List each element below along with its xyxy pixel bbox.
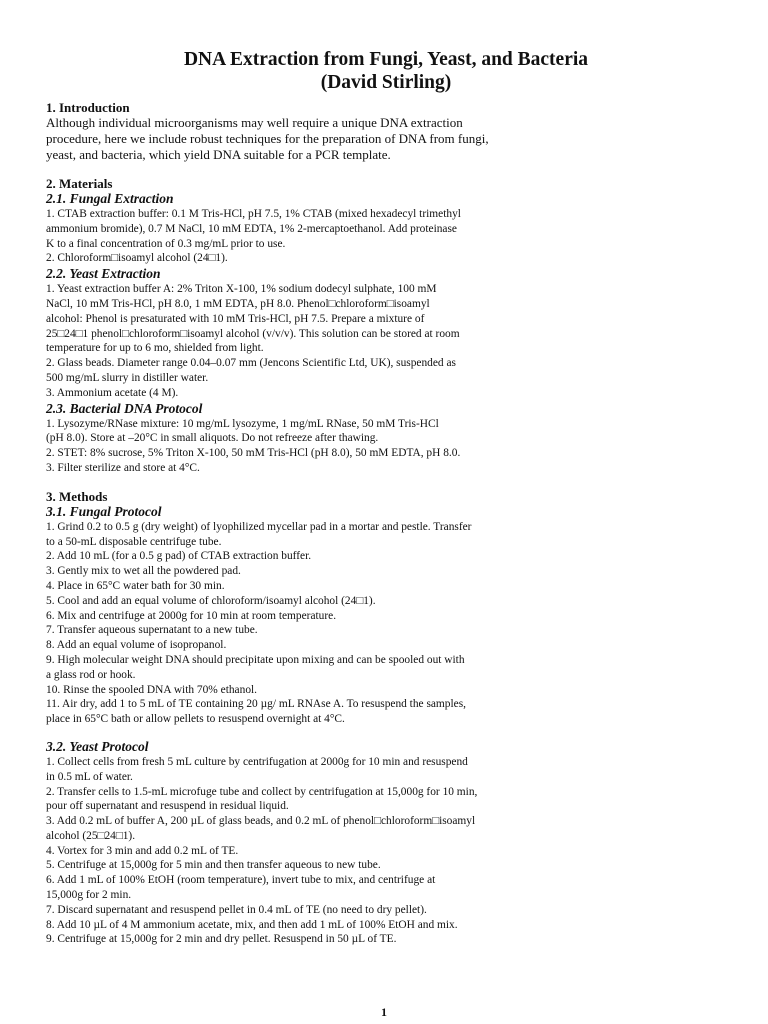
text-line: 7. Discard supernatant and resuspend pellet in 0.4 mL of TE (no need to dry pellet). — [46, 903, 427, 916]
text-line: 25□24□1 phenol□chloroform□isoamyl alcohol (v/v/v). This solution can be stored at room — [46, 327, 460, 340]
text-line: 2. Chloroform□isoamyl alcohol (24□1). — [46, 252, 228, 265]
text-line: in 0.5 mL of water. — [46, 770, 133, 783]
document-page — [46, 48, 726, 947]
text-line: 500 mg/mL slurry in distiller water. — [46, 371, 209, 384]
title-line-1: DNA Extraction from Fungi, Yeast, and Bacteria — [183, 49, 589, 70]
text-line: 5. Centrifuge at 15,000g for 5 min and then transfer aqueous to new tube. — [46, 859, 381, 872]
paragraph-line: yeast, and bacteria, which yield DNA suitable for a PCR template. — [46, 147, 391, 162]
text-line: 6. Mix and centrifuge at 2000g for 10 min at room temperature. — [46, 609, 337, 622]
title-line-2: (David Stirling) — [320, 72, 452, 93]
text-line: K to a final concentration of 0.3 mg/mL prior to use. — [46, 237, 286, 250]
text-line: to a 50-mL disposable centrifuge tube. — [46, 535, 222, 548]
text-line: a glass rod or hook. — [46, 668, 136, 681]
text-line: 3. Filter sterilize and store at 4°C. — [46, 461, 200, 474]
text-line: 2. Glass beads. Diameter range 0.04–0.07 mm (Jencons Scientific Ltd, UK), suspended as — [46, 357, 456, 370]
text-line: 4. Place in 65°C water bath for 30 min. — [46, 579, 225, 592]
text-line: 9. Centrifuge at 15,000g for 2 min and dry pellet. Resuspend in 50 µL of TE. — [46, 933, 397, 946]
text-line: (pH 8.0). Store at –20°C in small aliquots. Do not refreeze after thawing. — [46, 432, 379, 445]
text-line: 1. CTAB extraction buffer: 0.1 M Tris-HCl, pH 7.5, 1% CTAB (mixed hexadecyl trimethyl — [46, 208, 461, 220]
text-line: 7. Transfer aqueous supernatant to a new tube. — [46, 624, 258, 637]
section-heading: 1. Introduction — [46, 100, 130, 115]
text-line: 4. Vortex for 3 min and add 0.2 mL of TE. — [46, 844, 239, 857]
spacer — [46, 163, 726, 176]
text-line: 15,000g for 2 min. — [46, 889, 132, 902]
text-line: 3. Gently mix to wet all the powdered pad. — [46, 565, 241, 578]
subsection-heading: 2.1. Fungal Extraction — [46, 191, 174, 206]
text-line: NaCl, 10 mM Tris-HCl, pH 8.0, 1 mM EDTA, pH 8.0. Phenol□chloroform□isoamyl — [46, 297, 430, 310]
subsection-heading: 3.1. Fungal Protocol — [46, 503, 162, 519]
text-line: 5. Cool and add an equal volume of chloroform/isoamyl alcohol (24□1). — [46, 594, 376, 607]
paragraph-line: procedure, here we include robust techniques for the preparation of DNA from fungi, — [46, 131, 489, 146]
spacer — [46, 476, 726, 489]
section-methods — [46, 489, 726, 948]
text-line: 1. Yeast extraction buffer A: 2% Triton X-100, 1% sodium dodecyl sulphate, 100 mM — [46, 283, 437, 296]
text-line: alcohol: Phenol is presaturated with 10 mM Tris-HCl, pH 7.5. Prepare a mixture of — [46, 312, 425, 325]
subsection-heading: 2.3. Bacterial DNA Protocol — [46, 400, 203, 416]
text-line: 6. Add 1 mL of 100% EtOH (room temperature), invert tube to mix, and centrifuge at — [46, 874, 436, 887]
text-line: 3. Ammonium acetate (4 M). — [46, 386, 179, 399]
text-line: place in 65°C bath or allow pellets to resuspend overnight at 4°C. — [46, 713, 345, 726]
text-line: 2. STET: 8% sucrose, 5% Triton X-100, 50 mM Tris-HCl (pH 8.0), 50 mM EDTA, pH 8.0. — [46, 447, 461, 460]
spacer — [46, 727, 726, 739]
text-line: 1. Grind 0.2 to 0.5 g (dry weight) of lyophilized mycellar pad in a mortar and pestle. Transfer — [46, 520, 472, 533]
text-line: 2. Transfer cells to 1.5-mL microfuge tube and collect by centrifugation at 15,000g for 10 min, — [46, 785, 478, 798]
text-line: 3. Add 0.2 mL of buffer A, 200 µL of glass beads, and 0.2 mL of phenol□chloroform□isoamyl — [46, 815, 476, 828]
text-line: 8. Add an equal volume of isopropanol. — [46, 639, 227, 652]
subsection-heading: 3.2. Yeast Protocol — [46, 738, 149, 754]
text-line: 11. Air dry, add 1 to 5 mL of TE containing 20 µg/ mL RNAse A. To resuspend the samples, — [46, 698, 466, 711]
section-heading: 2. Materials — [46, 176, 113, 191]
paragraph-line: Although individual microorganisms may well require a unique DNA extraction — [46, 115, 463, 130]
section-heading: 3. Methods — [46, 488, 108, 504]
text-line: ammonium bromide), 0.7 M NaCl, 10 mM EDTA, 1% 2-mercaptoethanol. Add proteinase — [46, 222, 457, 235]
text-line: 2. Add 10 mL (for a 0.5 g pad) of CTAB extraction buffer. — [46, 550, 312, 563]
text-line: 1. Lysozyme/RNase mixture: 10 mg/mL lysozyme, 1 mg/mL RNase, 50 mM Tris-HCl — [46, 417, 439, 430]
page-number: 1 — [381, 1005, 387, 1019]
text-line: pour off supernatant and resuspend in residual liquid. — [46, 800, 289, 813]
text-line: 8. Add 10 µL of 4 M ammonium acetate, mix, and then add 1 mL of 100% EtOH and mix. — [46, 918, 458, 931]
text-line: 9. High molecular weight DNA should precipitate upon mixing and can be spooled out with — [46, 653, 465, 666]
text-line: 1. Collect cells from fresh 5 mL culture by centrifugation at 2000g for 10 min and resuspend — [46, 755, 468, 768]
text-line: 10. Rinse the spooled DNA with 70% ethanol. — [46, 683, 258, 696]
document-title — [46, 48, 726, 94]
text-line: temperature for up to 6 mo, shielded from light. — [46, 342, 264, 355]
section-introduction — [46, 100, 726, 163]
text-line: alcohol (25□24□1). — [46, 829, 136, 842]
section-materials — [46, 176, 726, 476]
subsection-heading: 2.2. Yeast Extraction — [46, 266, 161, 282]
